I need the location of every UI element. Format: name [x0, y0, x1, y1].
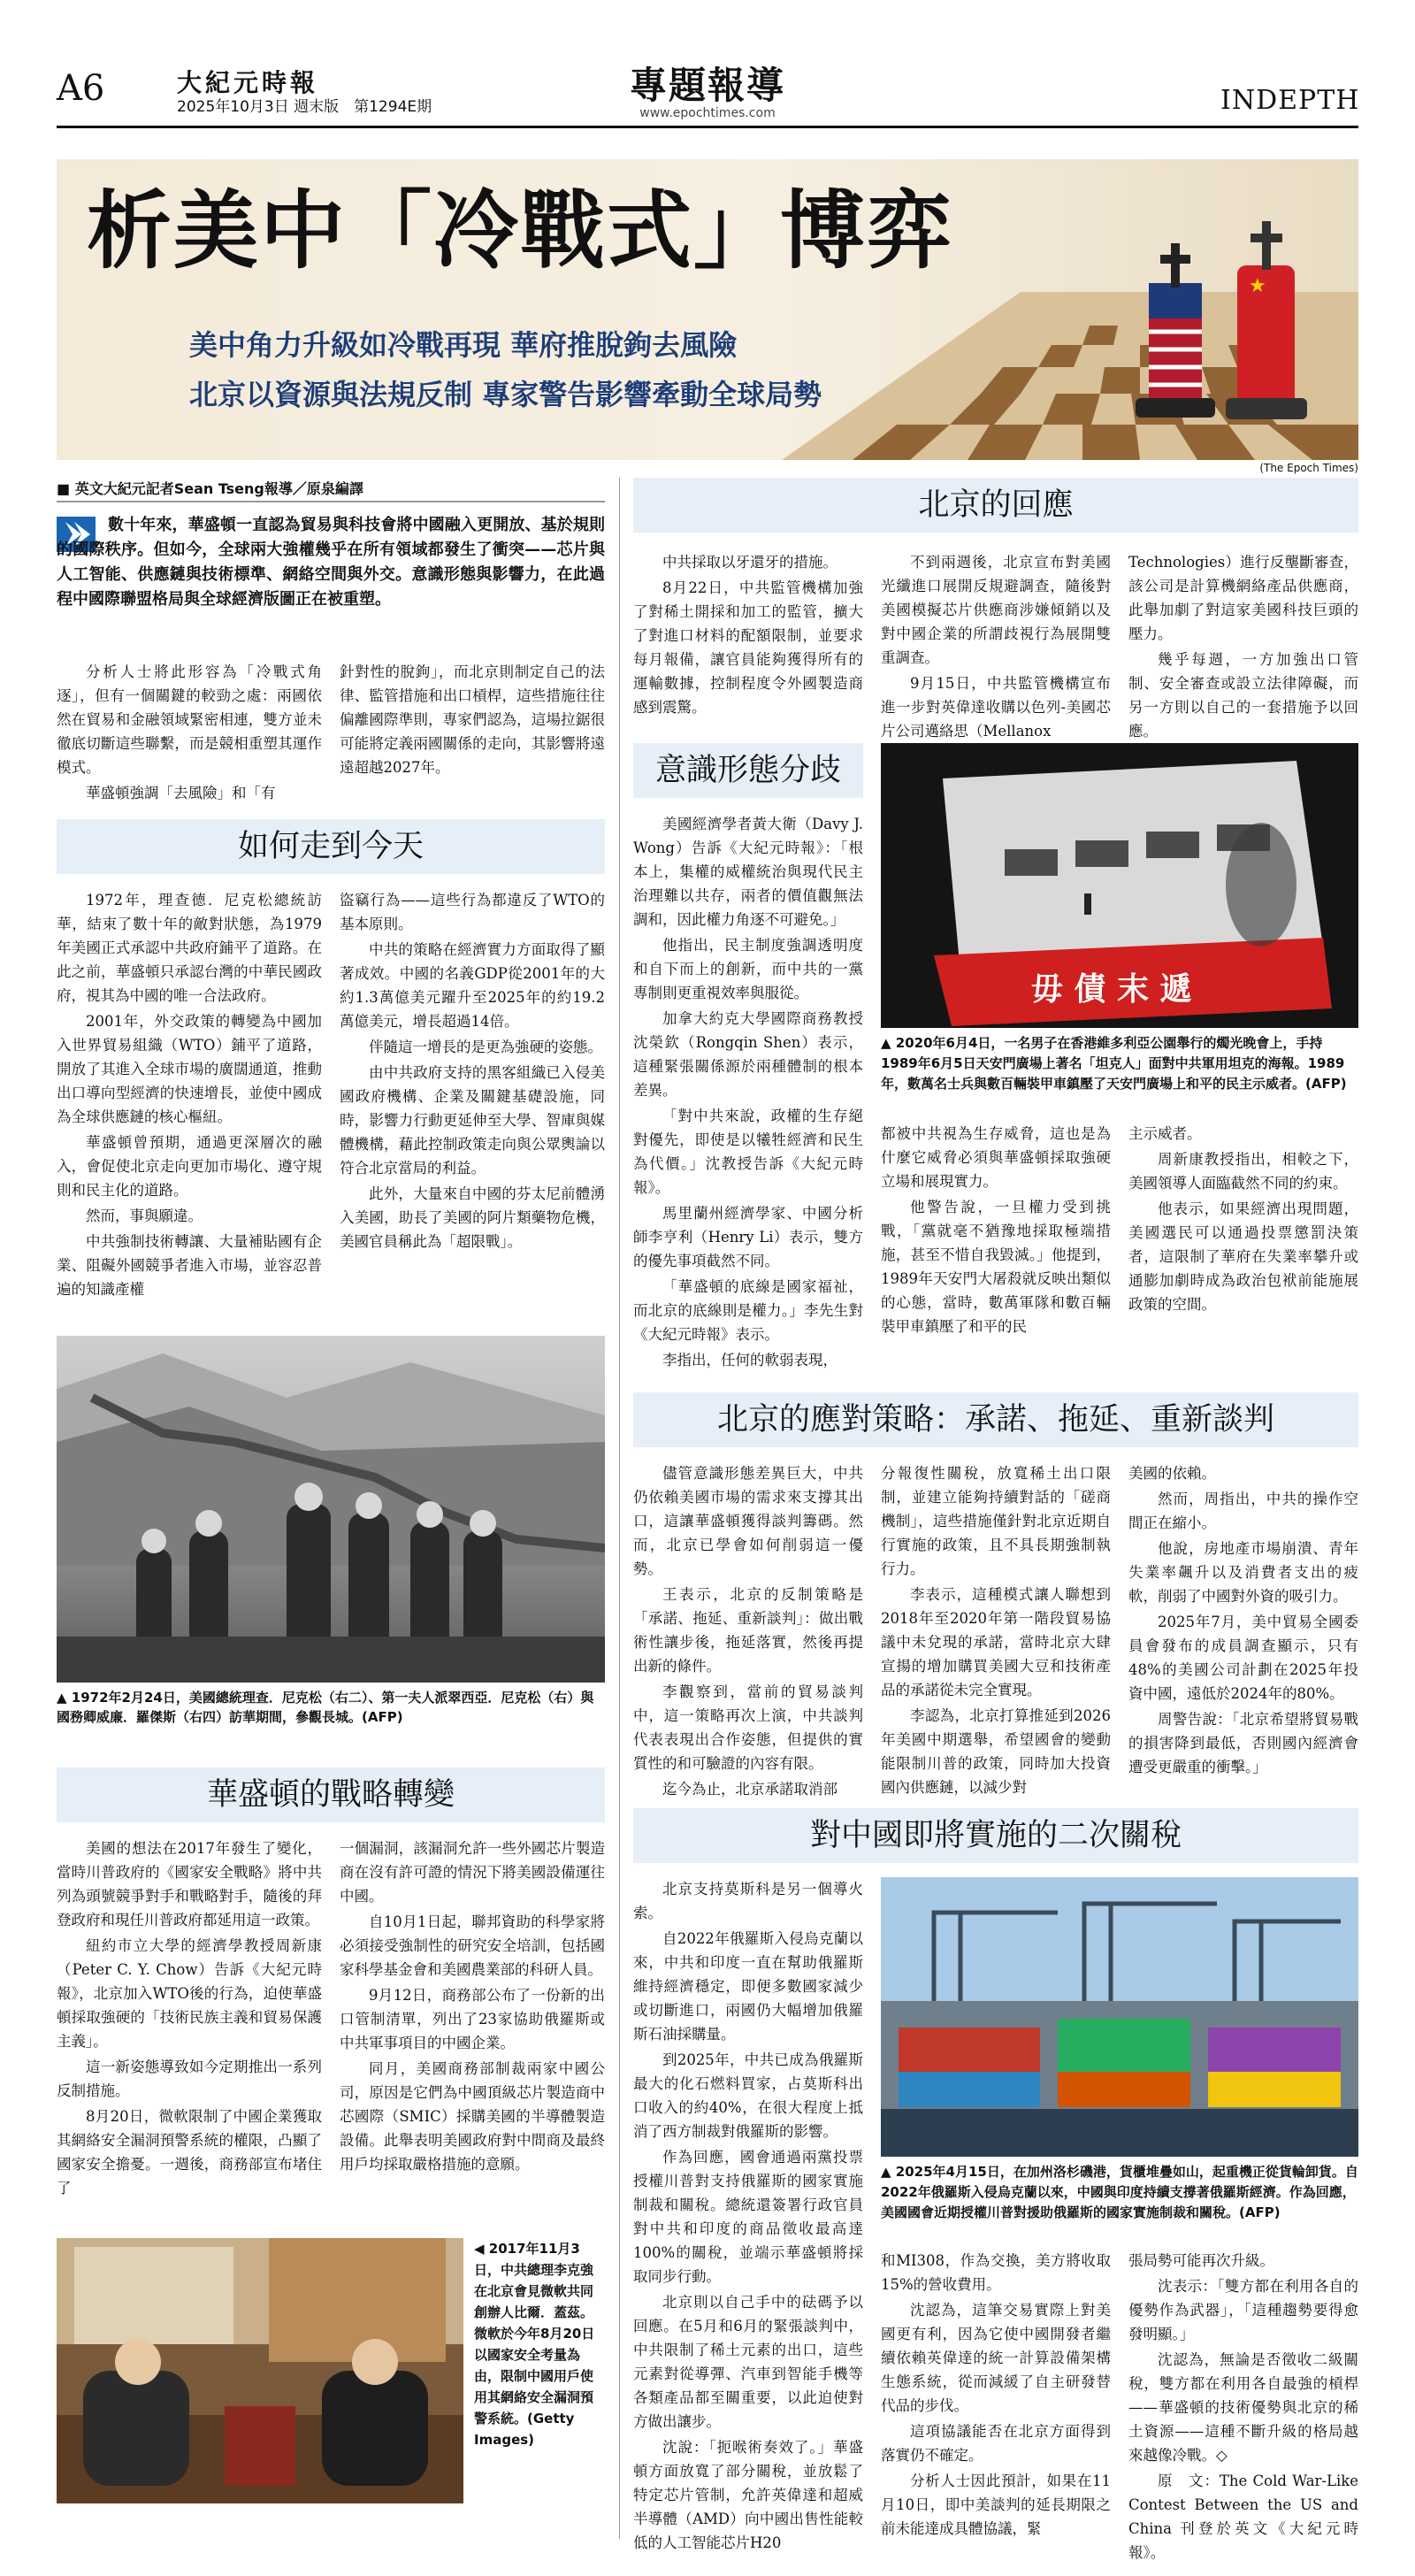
paragraph: 8月22日，中共監管機構加強了對稀土開採和加工的監管，擴大了對進口材料的配額限制，並要求每月報備，讓官員能夠獲得所有的運輸數據，控制程度令外國製造商感到震驚。 [633, 579, 863, 716]
paragraph: 他說，房地產市場崩潰、青年失業率飆升以及消費者支出的疲軟，削弱了中國對外資的吸引力。 [1128, 1540, 1358, 1605]
paragraph: 2001年，外交政策的轉變為中國加入世界貿易組織（WTO）鋪平了道路，開放了其進入全球市場的廣闊通道，推動出口導向型經濟的快速增長，並使中國成為全球供應鏈的核心樞紐。 [57, 1013, 322, 1125]
s2-right [340, 1836, 605, 2178]
photo-gates-li-keqiang [57, 2238, 463, 2503]
s3-col2 [881, 550, 1111, 745]
column-divider [619, 478, 620, 2539]
paragraph: 李觀察到，當前的貿易談判中，這一策略再次上演，中共談判代表表現出合作姿態，但提供的實質性的和可驗證的內容有限。 [633, 1683, 863, 1772]
paragraph: 他警告說，一旦權力受到挑戰，「黨就毫不猶豫地採取極端措施，甚至不惜自我毀滅。」他提到，1989年天安門大屠殺就反映出類似的心態，當時，數萬軍隊和數百輛裝甲車鎮壓了和平的民 [881, 1199, 1111, 1335]
paragraph: 不到兩週後，北京宣布對美國光纖進口展開反規避調查，隨後對美國模擬芯片供應商涉嫌傾銷以及對中國企業的所謂歧視行為展開雙重調查。 [881, 554, 1111, 666]
paragraph: 張局勢可能再次升級。 [1128, 2252, 1274, 2269]
paragraph: 此外，大量來自中國的芬太尼前體湧入美國，助長了美國的阿片類藥物危機，美國官員稱此為「超限戰」。 [340, 1185, 605, 1250]
s6-right [1128, 2249, 1358, 2566]
poster-text: 毋 債 末 遞 [1031, 971, 1192, 1008]
paragraph: 9月15日，中共監管機構宣布進一步對英偉達收購以色列-美國芯片公司邁絡思（Mellanox [881, 675, 1111, 740]
s3-col1 [633, 550, 863, 721]
paragraph: 盜竊行為——這些行為都違反了WTO的基本原則。 [340, 892, 605, 932]
paragraph: 8月20日，微軟限制了中國企業獲取其網絡安全漏洞預警系統的權限，凸顯了國家安全擔憂。一週後，商務部宣布堵住了 [57, 2108, 322, 2196]
paragraph: 華盛頓強調「去風險」和「有 [86, 785, 276, 801]
paragraph: 他表示，如果經濟出現問題，美國選民可以通過投票懲罰決策者，這限制了華府在失業率攀升或通膨加劇時成為政治包袱前能施展政策的空間。 [1128, 1200, 1358, 1313]
s5-col3 [1128, 1461, 1358, 1781]
paragraph: 迄今為止，北京承諾取消部 [662, 1781, 838, 1798]
paragraph: 分析人士將此形容為「冷戰式角逐」，但有一個關鍵的較勁之處：兩國依然在貿易和金融領域緊密相連，雙方並未徹底切斷這些聯繫，而是競相重塑其運作模式。 [57, 663, 322, 776]
lead-paragraph [57, 513, 605, 612]
paragraph: 沈認為，這筆交易實際上對美國更有利，因為它使中國開發者繼續依賴英偉達的統一計算設備架構生態系統，從而減緩了自主研發替代品的步伐。 [881, 2302, 1111, 2414]
paragraph: 美國的依賴。 [1128, 1465, 1216, 1482]
photo-caption-nixon: ▲ 1972年2月24日，美國總統理查．尼克松（右二）、第一夫人派翠西亞．尼克松（右）與國務卿威廉．羅傑斯（右四）訪華期間，參觀長城。(AFP) [57, 1690, 594, 1725]
lead-text: 數十年來，華盛頓一直認為貿易與科技會將中國融入更開放、基於規則的國際秩序。但如今，全球兩大強權幾乎在所有領域都發生了衝突——芯片與人工智能、供應鏈與技術標準、網絡空間與外交。意識形態與影響力，在此過程中國際聯盟格局與全球經濟版圖正在被重塑。 [57, 516, 605, 609]
section-heading-beijing-response: 北京的回應 [633, 478, 1358, 533]
section-heading-tariffs: 對中國即將實施的二次關稅 [633, 1808, 1358, 1863]
paragraph: Technologies）進行反壟斷審查，該公司是計算機網絡產品供應商，此舉加劇了對這家美國科技巨頭的壓力。 [1128, 554, 1358, 642]
paragraph: 紐約市立大學的經濟學教授周新康（Peter C. Y. Chow）告訴《大紀元時報》，北京加入WTO後的行為，迫使華盛頓採取強硬的「技術民族主義和貿易保護主義」。 [57, 1937, 322, 2050]
paragraph: 李表示，這種模式讓人聯想到2018年至2020年第一階段貿易協議中未兌現的承諾，當時北京大肆宣揚的增加購買美國大豆和技術產品的承諾從未完全實現。 [881, 1586, 1111, 1698]
banner [57, 159, 1358, 460]
s6-left [633, 1877, 863, 2557]
page-number: A6 [57, 68, 105, 109]
paragraph: 1972年，理查德．尼克松總統訪華，結束了數十年的敵對狀態，為1979年美國正式承認中共政府鋪平了道路。在此之前，華盛頓只承認台灣的中華民國政府，視其為中國的唯一合法政府。 [57, 892, 322, 1004]
paragraph: 中共強制技術轉讓、大量補貼國有企業、阻礙外國競爭者進入市場，並容忍普遍的知識產權 [57, 1233, 322, 1298]
paragraph: 一個漏洞，該漏洞允許一些外國芯片製造商在沒有許可證的情況下將美國設備運往中國。 [340, 1840, 605, 1905]
banner-subhead-1: 美中角力升級如冷戰再現 華府推脫鉤去風險 [189, 328, 738, 362]
paragraph: 和MI308，作為交換，美方將收取15%的營收費用。 [881, 2252, 1111, 2293]
paragraph: 周新康教授指出，相較之下，美國領導人面臨截然不同的約束。 [1128, 1151, 1358, 1192]
paragraph: 到2025年，中共已成為俄羅斯最大的化石燃料買家，占莫斯科出口收入的約40%，在很大程度上抵消了西方制裁對俄羅斯的影響。 [633, 2051, 863, 2140]
paragraph: 馬里蘭州經濟學家、中國分析師李亨利（Henry Li）表示，雙方的優先事項截然不同。 [633, 1205, 863, 1269]
byline-rule [57, 501, 605, 502]
intro-left [57, 660, 322, 807]
paragraph: 原 文：The Cold War-Like Contest Between the US and China 刊登於英文《大紀元時報》。 [1128, 2472, 1358, 2561]
paragraph: 同月，美國商務部制裁兩家中國公司，原因是它們為中國頂級芯片製造商中芯國際（SMIC）採購美國的半導體製造設備。此舉表明美國政府對中間商及最終用戶均採取嚴格措施的意願。 [340, 2060, 605, 2173]
paragraph: 幾乎每週，一方加強出口管制、安全審查或設立法律障礙，而另一方則以自己的一套措施予以回應。 [1128, 651, 1358, 740]
paragraph: 主示威者。 [1128, 1125, 1202, 1142]
s6-mid [881, 2249, 1111, 2542]
section-heading-how: 如何走到今天 [57, 819, 605, 874]
paragraph: 李指出，任何的軟弱表現， [662, 1352, 838, 1368]
paragraph: 沈表示：「雙方都在利用各自的優勢作為武器」，「這種趨勢要得愈發明顯。」 [1128, 2278, 1358, 2342]
paragraph: 他指出，民主制度強調透明度和自下而上的創新，而中共的一黨專制則更重視效率與服從。 [633, 937, 863, 1001]
s5-col1 [633, 1461, 863, 1803]
s4-left [633, 812, 863, 1374]
paragraph: 分析人士因此預計，如果在11月10日，即中美談判的延長期限之前未能達成具體協議，緊 [881, 2472, 1111, 2537]
section-heading-ideology: 意識形態分歧 [633, 743, 863, 798]
paragraph: 沈認為，無論是否徵收二級關稅，雙方都在利用各自最強的槓桿——華盛頓的技術優勢與北京的稀土資源——這種不斷升級的格局越來越像冷戰。◇ [1128, 2351, 1358, 2464]
paragraph: 北京則以自己手中的砝碼予以回應。在5月和6月的緊張談判中，中共限制了稀土元素的出口，這些元素對從導彈、汽車到智能手機等各類產品都至關重要，以此迫使對方做出讓步。 [633, 2294, 863, 2430]
header-rule [57, 126, 1358, 128]
paragraph: 這項協議能否在北京方面得到落實仍不確定。 [881, 2423, 1111, 2464]
s5-col2 [881, 1461, 1111, 1801]
s2-left [57, 1836, 322, 2202]
banner-headline: 析美中「冷戰式」博弈 [87, 180, 953, 280]
banner-credit: (The Epoch Times) [1259, 462, 1358, 474]
paragraph: 這一新姿態導致如今定期推出一系列反制措施。 [57, 2058, 322, 2099]
s1-right [340, 888, 605, 1255]
section-en: INDEPTH [1220, 85, 1360, 116]
photo-caption-tank-man: ▲ 2020年6月4日，一名男子在香港維多利亞公園舉行的燭光晚會上，手持1989年6月5日天安門廣場上著名「坦克人」面對中共軍用坦克的海報。1989年，數萬名士兵與數百輛裝甲車鎮壓了天安門廣場上和平的民主示威者。(AFP) [881, 1035, 1347, 1092]
issue-line: 2025年10月3日 週末版 第1294E期 [177, 98, 432, 116]
paragraph: 「華盛頓的底線是國家福祉，而北京的底線則是權力。」李先生對《大紀元時報》表示。 [633, 1278, 863, 1343]
paragraph: 2025年7月，美中貿易全國委員會發布的成員調查顯示，只有48%的美國公司計劃在2025年投資中國，遠低於2024年的80%。 [1128, 1614, 1358, 1702]
paragraph: 北京支持莫斯科是另一個導火索。 [633, 1881, 863, 1921]
banner-subhead-2: 北京以資源與法規反制 專家警告影響牽動全球局勢 [189, 378, 822, 411]
paragraph: 然而，事與願違。 [86, 1208, 203, 1224]
paragraph: 自10月1日起，聯邦資助的科學家將必須接受強制性的研究安全培訓，包括國家科學基金會和美國農業部的科研人員。 [340, 1913, 605, 1978]
paragraph: 李認為，北京打算推延到2026年美國中期選舉，希望國會的變動能限制川普的政策，同時加大投資國內供應鏈，以減少對 [881, 1707, 1111, 1796]
s1-left [57, 888, 322, 1303]
paragraph: 分報復性關稅，放寬稀土出口限制，並建立能夠持續對話的「磋商機制」，這些措施僅針對北京近期自行實施的政策，且不具長期強制執行力。 [881, 1465, 1111, 1577]
paragraph: 伴隨這一增長的是更為強硬的姿態。 [369, 1039, 602, 1055]
s3-col3 [1128, 550, 1358, 745]
s4-right [1128, 1122, 1358, 1318]
paragraph: 儘管意識形態差異巨大，中共仍依賴美國市場的需求來支撐其出口，這讓華盛頓獲得談判籌碼。然而，北京已學會如何削弱這一優勢。 [633, 1465, 863, 1577]
section-heading-strategy: 北京的應對策略：承諾、拖延、重新談判 [633, 1392, 1358, 1447]
paragraph: 由中共政府支持的黑客組織已入侵美國政府機構、企業及關鍵基礎設施，同時，影響力行動更延伸至大學、智庫與媒體機構，藉此控制政策走向與公眾輿論以符合北京當局的利益。 [340, 1064, 605, 1177]
paragraph: 美國的想法在2017年發生了變化，當時川普政府的《國家安全戰略》將中共列為頭號競爭對手和戰略對手，隨後的拜登政府和現任川普政府都延用這一政策。 [57, 1840, 322, 1928]
paragraph: 針對性的脫鉤」，而北京則制定自己的法律、監管措施和出口槓桿，這些措施往往偏離國際準則，專家們認為，這場拉鋸很可能將定義兩國關係的走向，其影響將遠遠超越2027年。 [340, 663, 605, 776]
paragraph: 「對中共來說，政權的生存絕對優先，即使是以犧牲經濟和民生為代價。」沈教授告訴《大紀元時報》。 [633, 1108, 863, 1196]
paragraph: 周警告說：「北京希望將貿易戰的損害降到最低，否則國內經濟會遭受更嚴重的衝擊。」 [1128, 1711, 1358, 1775]
paragraph: 然而，周指出，中共的操作空間正在縮小。 [1128, 1491, 1358, 1531]
paragraph: 王表示，北京的反制策略是「承諾、拖延、重新談判」：做出戰術性讓步後，拖延落實，然後再提出新的條件。 [633, 1586, 863, 1675]
photo-caption-gates: ◀ 2017年11月3日，中共總理李克強在北京會見微軟共同創辦人比爾．蓋茲。微軟於今年8月20日以國家安全考量為由，限制中國用戶使用其網絡安全漏洞預警系統。(Getty Images) [474, 2241, 595, 2448]
paragraph: 都被中共視為生存威脅，這也是為什麼它威脅必須與華盛頓採取強硬立場和展現實力。 [881, 1125, 1111, 1190]
paragraph: 加拿大約克大學國際商務教授沈榮欽（Rongqin Shen）表示，這種緊張關係源於兩種體制的根本差異。 [633, 1010, 863, 1099]
paragraph: 中共採取以牙還牙的措施。 [662, 554, 838, 571]
photo-nixon-great-wall [57, 1336, 605, 1683]
intro-right [340, 660, 605, 781]
paper-logo: 大紀元時報 [177, 68, 319, 97]
section-heading-washington: 華盛頓的戰略轉變 [57, 1767, 605, 1822]
paragraph: 自2022年俄羅斯入侵烏克蘭以來，中共和印度一直在幫助俄羅斯維持經濟穩定，即便多數國家減少或切斷進口，兩國仍大幅增加俄羅斯石油採購量。 [633, 1930, 863, 2043]
paragraph: 作為回應，國會通過兩黨投票授權川普對支持俄羅斯的國家實施制裁和關稅。總統還簽署行政官員對中共和印度的商品徵收最高達100%的關稅，並端示華盛頓將採取同步行動。 [633, 2149, 863, 2285]
masthead [0, 0, 1415, 124]
photo-los-angeles-port [881, 1877, 1358, 2157]
photo-tank-man-poster [881, 743, 1358, 1028]
svg-text:★: ★ [1249, 275, 1266, 297]
paragraph: 9月12日，商務部公布了一份新的出口管制清單，列出了23家協助俄羅斯或中共軍事項目的中國企業。 [340, 1987, 605, 2051]
photo-caption-port: ▲ 2025年4月15日，在加州洛杉磯港，貨櫃堆疊如山，起重機正從貨輪卸貨。自2022年俄羅斯入侵烏克蘭以來，中國與印度持續支撐著俄羅斯經濟。作為回應，美國國會近期授權川普對援助俄羅斯的國家實施制裁和關稅。(AFP) [881, 2164, 1358, 2220]
paragraph: 中共的策略在經濟實力方面取得了顯著成效。中國的名義GDP從2001年的大約1.3萬億美元躍升至2025年的約19.2萬億美元，增長超過14倍。 [340, 941, 605, 1030]
paragraph: 華盛頓曾預期，通過更深層次的融入，會促使北京走向更加市場化、遵守規則和民主化的道路。 [57, 1134, 322, 1199]
paragraph: 美國經濟學者黃大衛（Davy J. Wong）告訴《大紀元時報》：「根本上，集權的威權統治與現代民主治理難以共存，兩者的價值觀無法調和，因此權力角逐不可避免。」 [633, 816, 863, 928]
byline: ■ 英文大紀元記者Sean Tseng報導／原泉編譯 [57, 480, 363, 497]
site-url: www.epochtimes.com [639, 106, 776, 120]
s4-mid [881, 1122, 1111, 1340]
paragraph: 沈說：「扼喉術奏效了。」華盛頓方面放寬了部分關稅，並放鬆了特定芯片管制，允許英偉達和超威半導體（AMD）向中國出售性能較低的人工智能芯片H20 [633, 2439, 863, 2551]
section-title: 專題報導 [629, 64, 785, 107]
